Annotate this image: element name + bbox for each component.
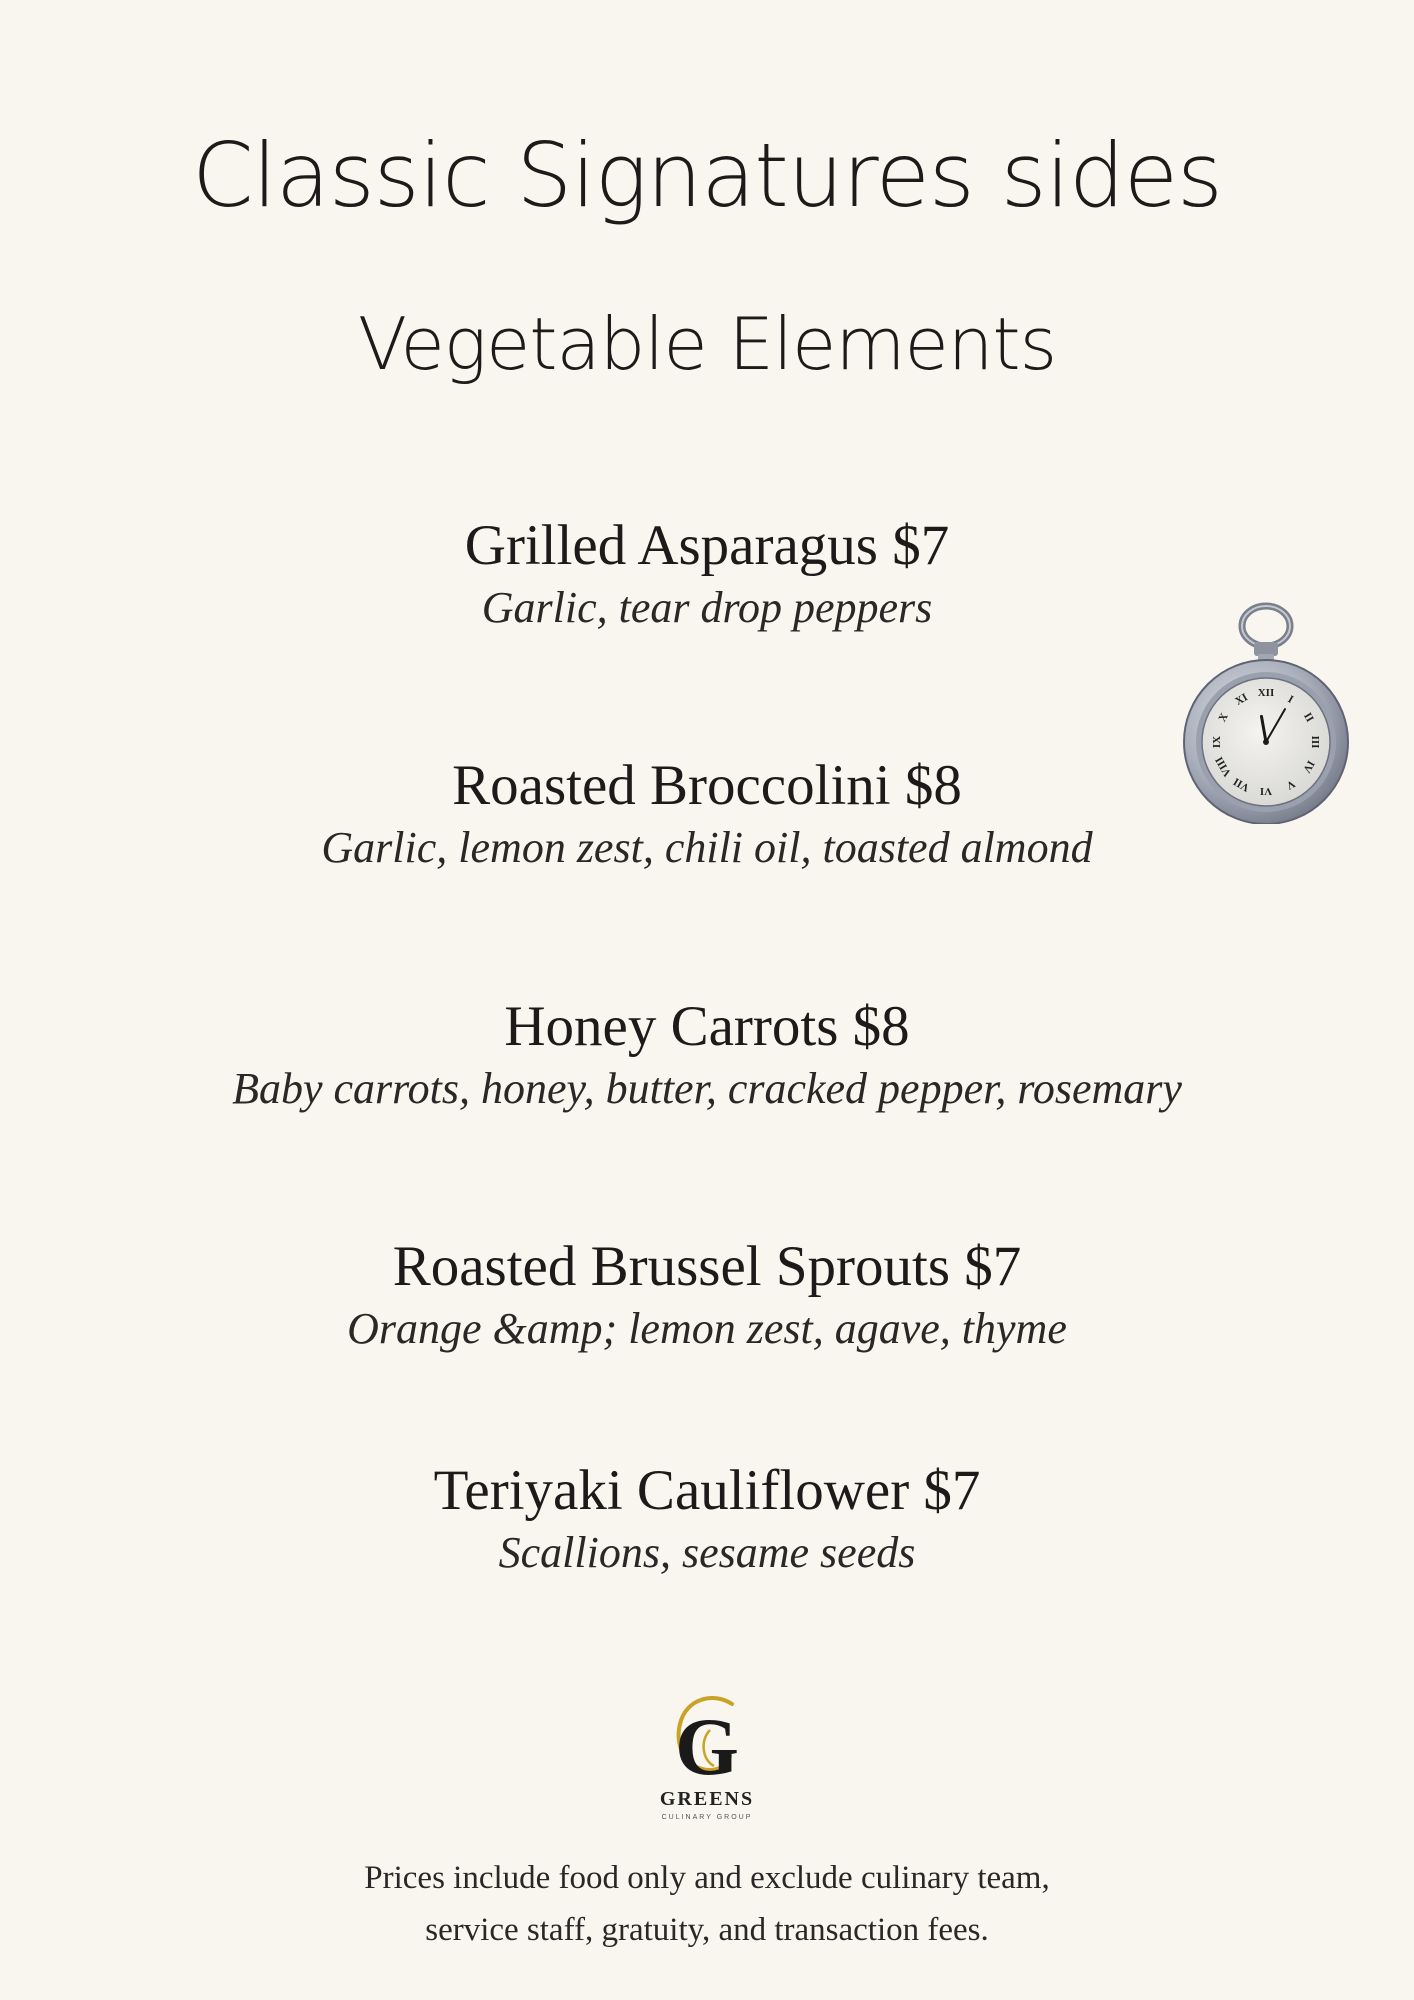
watch-numeral: II [1301,710,1316,725]
watch-numeral: IV [1300,758,1317,775]
greens-logo [640,1690,774,1826]
menu-item-description: Garlic, lemon zest, chili oil, toasted almond [321,823,1093,872]
page-title: Classic Signatures sides [192,124,1222,227]
watch-numeral: IX [1211,735,1223,749]
menu-item-name: Teriyaki Cauliflower $7 [433,1459,981,1522]
pricing-note-line: Prices include food only and exclude culinary team, [364,1860,1050,1896]
watch-numeral: XII [1257,687,1275,699]
menu-item-description: Garlic, tear drop peppers [481,583,933,632]
pocket-watch-icon [1180,600,1352,824]
watch-numeral: X [1216,711,1231,724]
logo-wordmark: GREENS [659,1788,755,1810]
menu-item-name: Roasted Brussel Sprouts $7 [392,1235,1022,1298]
section-subtitle: Vegetable Elements [357,302,1057,386]
logo-tagline: CULINARY GROUP [661,1814,753,1821]
menu-item-name: Honey Carrots $8 [504,995,910,1058]
menu-item [0,993,1414,1117]
menu-item-description: Baby carrots, honey, butter, cracked pepper, rosemary [232,1064,1182,1113]
watch-numeral: V [1284,777,1297,792]
menu-item [0,1457,1414,1581]
watch-numeral: VI [1259,785,1273,797]
pricing-note-line: service staff, gratuity, and transaction fees. [425,1912,989,1948]
watch-numeral: XI [1233,691,1250,708]
watch-numeral: I [1285,693,1296,706]
menu-item-name: Roasted Broccolini $8 [452,754,962,817]
menu-item-description: Orange &amp; lemon zest, agave, thyme [347,1304,1067,1353]
menu-item [0,1233,1414,1357]
menu-item-name: Grilled Asparagus $7 [464,514,950,577]
logo-monogram: G [675,1701,739,1786]
pricing-note [0,1852,1414,1956]
watch-numeral: VII [1231,775,1252,794]
menu-item-description: Scallions, sesame seeds [498,1528,916,1577]
watch-numeral: III [1309,735,1321,749]
watch-numeral: VIII [1213,754,1234,779]
